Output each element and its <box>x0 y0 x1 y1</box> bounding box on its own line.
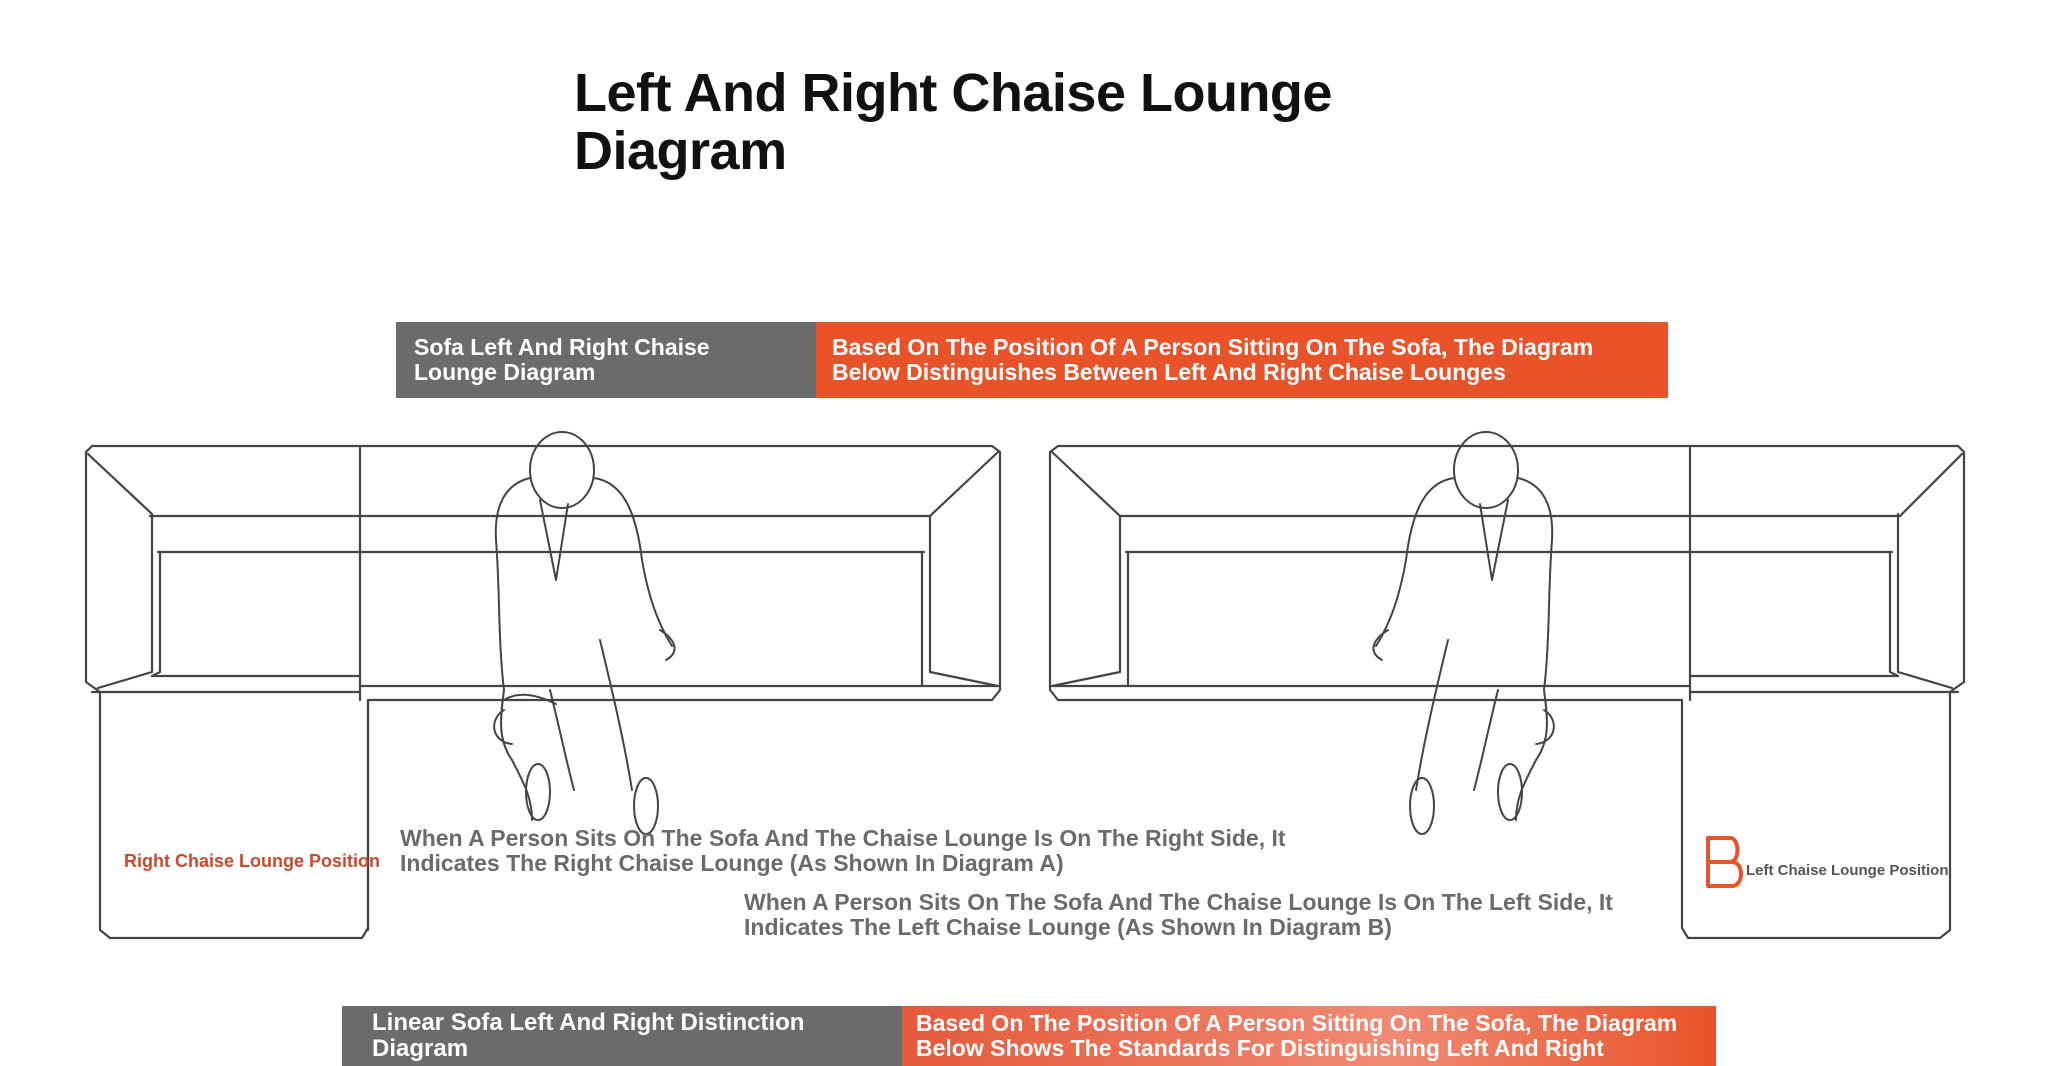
diagram-a-note: When A Person Sits On The Sofa And The Chaise Lounge Is On The Right Side, It Indicates The Right Chaise Lounge (As Shown In Diagram A) <box>400 825 1286 876</box>
top-banner-title: Sofa Left And Right Chaise Lounge Diagram <box>396 322 816 398</box>
page-title: Left And Right Chaise Lounge Diagram <box>574 63 1332 181</box>
diagram-b-marker <box>1708 838 1741 886</box>
left-chaise-label: Left Chaise Lounge Position <box>1746 862 1949 879</box>
bottom-banner <box>342 1006 1716 1066</box>
right-chaise-label: Right Chaise Lounge Position <box>124 851 380 871</box>
bottom-banner-description: Based On The Position Of A Person Sitting On The Sofa, The Diagram Below Shows The Standards For Distinguishing Left And Right <box>902 1006 1716 1066</box>
diagram-b-note: When A Person Sits On The Sofa And The Chaise Lounge Is On The Left Side, It Indicates The Left Chaise Lounge (As Shown In Diagram B) <box>744 889 1613 940</box>
person-figure-b <box>1373 432 1553 834</box>
person-figure-a <box>494 432 674 834</box>
bottom-banner-title: Linear Sofa Left And Right Distinction Diagram <box>342 1006 902 1066</box>
top-banner-description: Based On The Position Of A Person Sitting On The Sofa, The Diagram Below Distinguishes Between Left And Right Chaise Lounges <box>816 322 1668 398</box>
